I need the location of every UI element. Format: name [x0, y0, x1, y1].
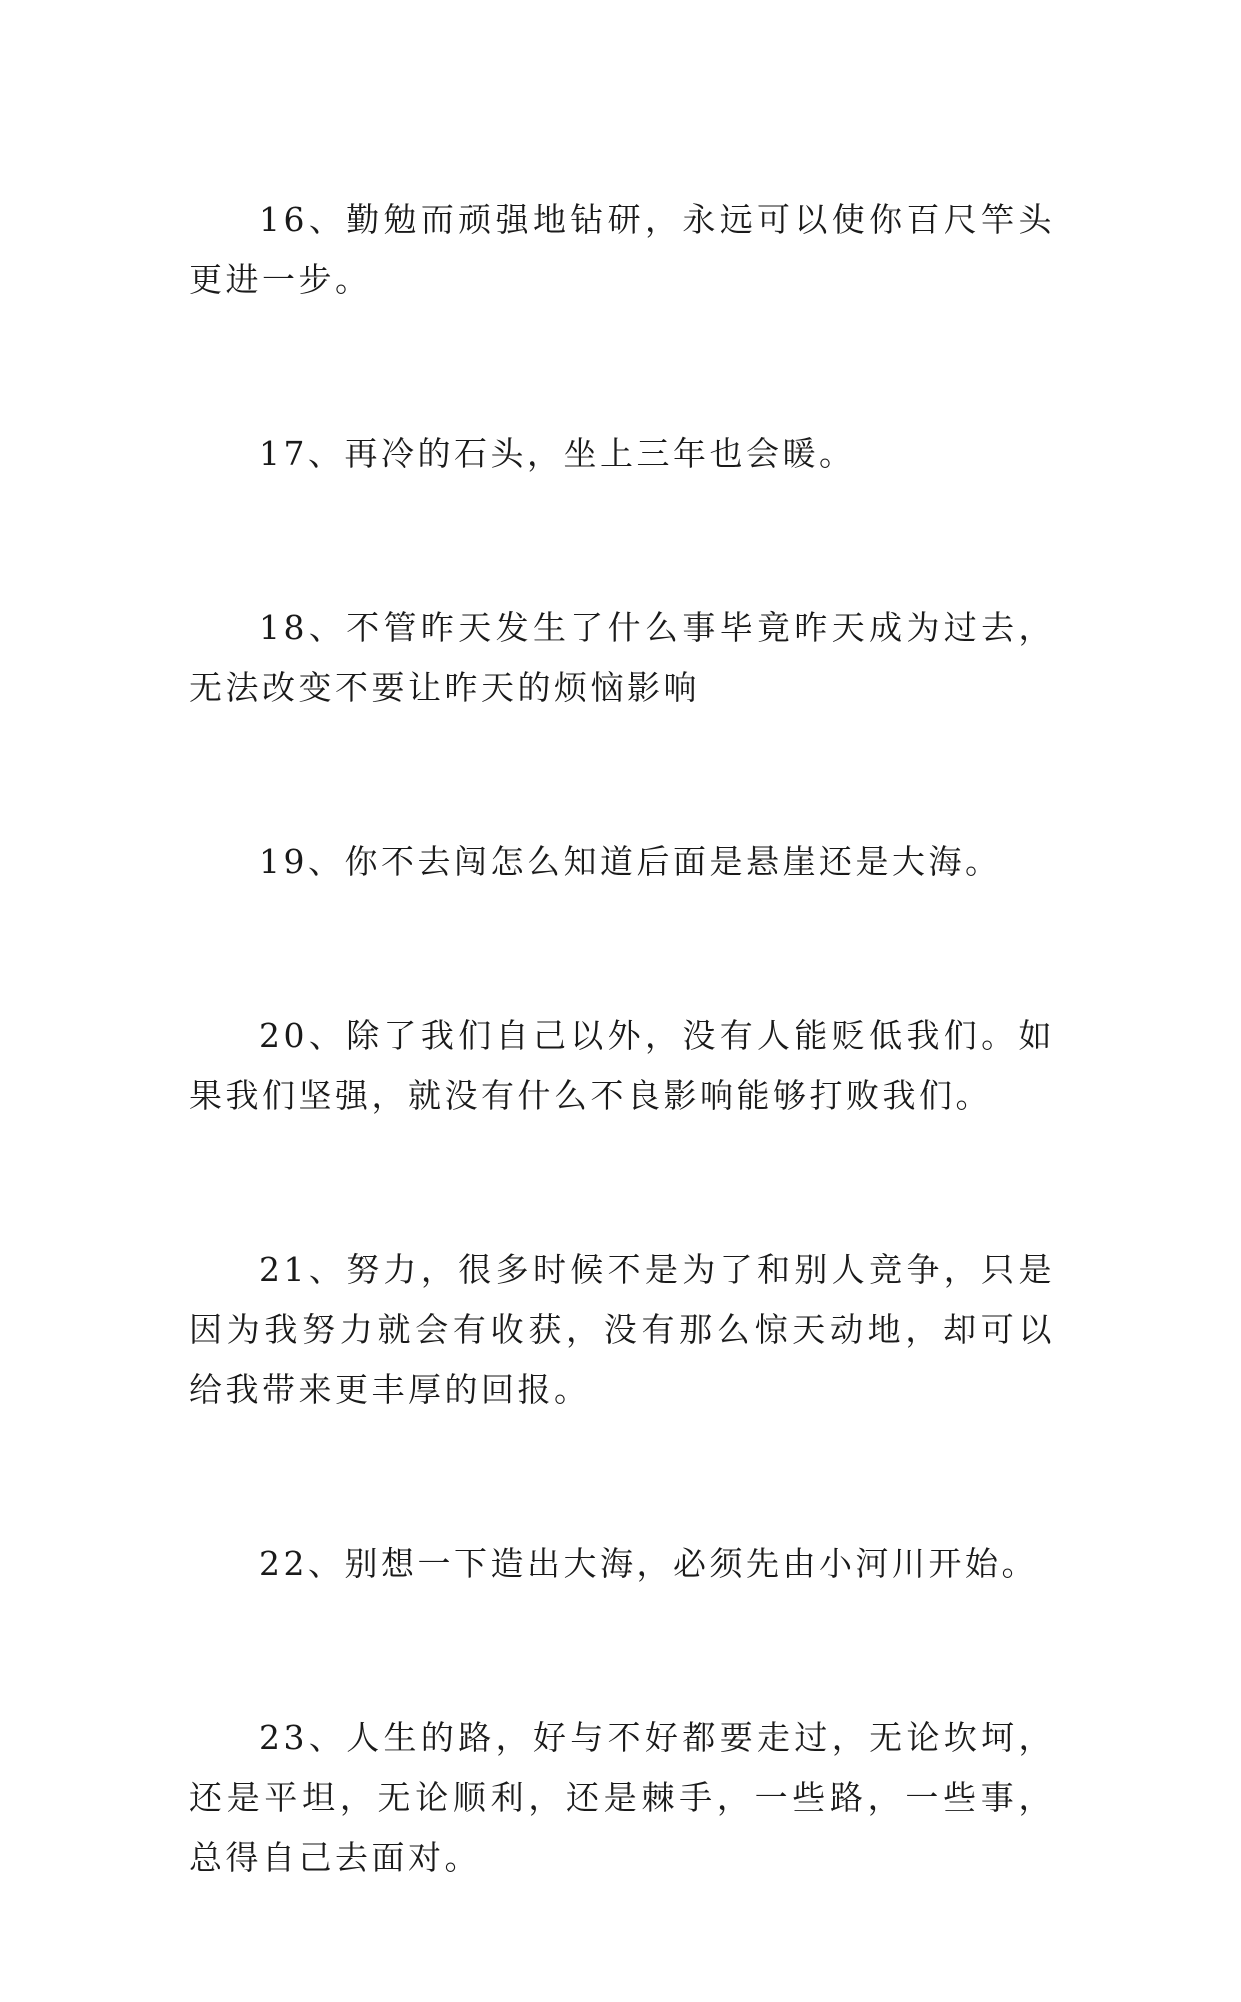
paragraph-22: 22、别想一下造出大海，必须先由小河川开始。 — [259, 1544, 1038, 1583]
paragraph-18: 18、不管昨天发生了什么事毕竟昨天成为过去，无法改变不要让昨天的烦恼影响 — [189, 608, 1055, 707]
document-body — [189, 190, 1055, 2002]
paragraph-16: 16、勤勉而顽强地钻研，永远可以使你百尺竿头更进一步。 — [189, 200, 1055, 299]
paragraph-21: 21、努力，很多时候不是为了和别人竞争，只是因为我努力就会有收获，没有那么惊天动地，却可以给我带来更丰厚的回报。 — [189, 1250, 1055, 1409]
paragraph-23: 23、人生的路，好与不好都要走过，无论坎坷，还是平坦，无论顺利，还是棘手，一些路，一些事，总得自己去面对。 — [189, 1718, 1055, 1877]
paragraph-17: 17、再冷的石头，坐上三年也会暖。 — [259, 434, 856, 473]
paragraph-19: 19、你不去闯怎么知道后面是悬崖还是大海。 — [259, 842, 1002, 881]
paragraph-20: 20、除了我们自己以外，没有人能贬低我们。如果我们坚强，就没有什么不良影响能够打败我们。 — [189, 1016, 1055, 1115]
